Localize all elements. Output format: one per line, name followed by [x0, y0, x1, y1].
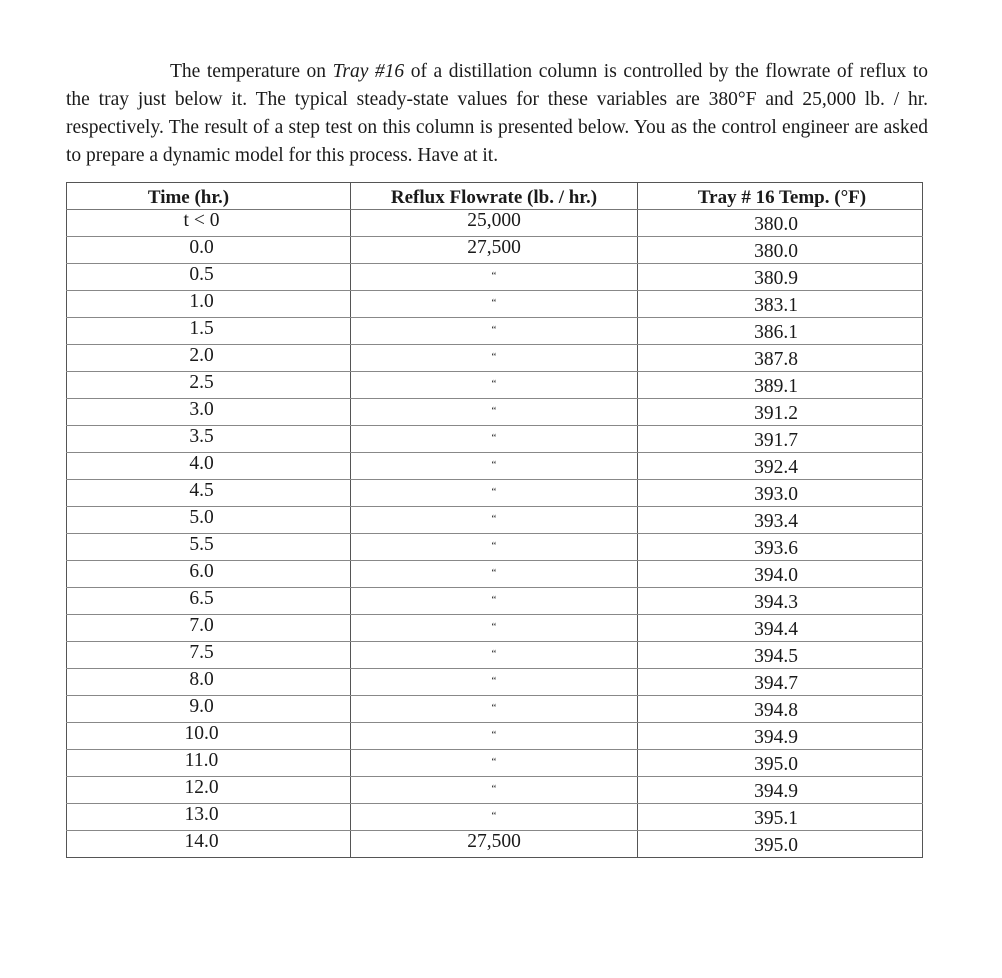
- cell-reflux-flowrate: “: [351, 318, 638, 345]
- cell-reflux-flowrate: “: [351, 453, 638, 480]
- cell-tray-temp: 395.0: [638, 750, 923, 777]
- cell-time: 4.5: [67, 480, 351, 507]
- cell-time: 3.0: [67, 399, 351, 426]
- cell-reflux-flowrate: “: [351, 642, 638, 669]
- cell-tray-temp: 394.5: [638, 642, 923, 669]
- cell-time: 6.0: [67, 561, 351, 588]
- cell-tray-temp: 393.4: [638, 507, 923, 534]
- cell-time: t < 0: [67, 210, 351, 237]
- cell-time: 8.0: [67, 669, 351, 696]
- header-time: Time (hr.): [67, 183, 351, 210]
- cell-time: 0.5: [67, 264, 351, 291]
- cell-time: 13.0: [67, 804, 351, 831]
- cell-tray-temp: 393.0: [638, 480, 923, 507]
- cell-time: 2.5: [67, 372, 351, 399]
- cell-reflux-flowrate: “: [351, 669, 638, 696]
- table-row: [67, 453, 923, 480]
- table-row: [67, 399, 923, 426]
- cell-tray-temp: 389.1: [638, 372, 923, 399]
- cell-reflux-flowrate: “: [351, 291, 638, 318]
- table-row: [67, 723, 923, 750]
- cell-reflux-flowrate: “: [351, 345, 638, 372]
- cell-reflux-flowrate: 27,500: [351, 831, 638, 858]
- cell-reflux-flowrate: “: [351, 264, 638, 291]
- header-reflux-flowrate: Reflux Flowrate (lb. / hr.): [351, 183, 638, 210]
- cell-time: 0.0: [67, 237, 351, 264]
- table-row: [67, 480, 923, 507]
- cell-tray-temp: 391.2: [638, 399, 923, 426]
- intro-prefix: The temperature on: [170, 61, 333, 82]
- cell-time: 1.0: [67, 291, 351, 318]
- table-header-row: [67, 183, 923, 210]
- tray-label: Tray #16: [332, 61, 405, 82]
- table-row: [67, 237, 923, 264]
- cell-reflux-flowrate: 25,000: [351, 210, 638, 237]
- table-row: [67, 372, 923, 399]
- table-row: [67, 561, 923, 588]
- step-test-table-wrapper: [66, 182, 922, 858]
- cell-reflux-flowrate: “: [351, 561, 638, 588]
- table-row: [67, 318, 923, 345]
- table-row: [67, 426, 923, 453]
- cell-time: 2.0: [67, 345, 351, 372]
- cell-time: 7.0: [67, 615, 351, 642]
- cell-time: 5.0: [67, 507, 351, 534]
- cell-reflux-flowrate: “: [351, 750, 638, 777]
- table-row: [67, 615, 923, 642]
- cell-tray-temp: 395.1: [638, 804, 923, 831]
- intro-rest: of a distillation column is controlled by the flowrate of reflux to the tray just below it. The typical steady-state values for these variables are 380°F and 25,000 lb. / hr. respectively. The result of a step test on this column is presented below. You as the control engineer are asked to prepare a dynamic model for this process. Have at it.: [66, 61, 928, 166]
- cell-reflux-flowrate: “: [351, 372, 638, 399]
- cell-time: 6.5: [67, 588, 351, 615]
- cell-time: 7.5: [67, 642, 351, 669]
- cell-tray-temp: 387.8: [638, 345, 923, 372]
- cell-time: 9.0: [67, 696, 351, 723]
- cell-reflux-flowrate: “: [351, 615, 638, 642]
- table-row: [67, 291, 923, 318]
- cell-reflux-flowrate: “: [351, 696, 638, 723]
- cell-time: 4.0: [67, 453, 351, 480]
- cell-tray-temp: 394.9: [638, 723, 923, 750]
- cell-tray-temp: 386.1: [638, 318, 923, 345]
- cell-tray-temp: 391.7: [638, 426, 923, 453]
- table-row: [67, 642, 923, 669]
- table-row: [67, 777, 923, 804]
- cell-time: 1.5: [67, 318, 351, 345]
- cell-tray-temp: 394.0: [638, 561, 923, 588]
- cell-tray-temp: 395.0: [638, 831, 923, 858]
- cell-reflux-flowrate: “: [351, 426, 638, 453]
- cell-time: 11.0: [67, 750, 351, 777]
- cell-time: 12.0: [67, 777, 351, 804]
- cell-reflux-flowrate: 27,500: [351, 237, 638, 264]
- table-row: [67, 210, 923, 237]
- cell-tray-temp: 380.0: [638, 237, 923, 264]
- table-row: [67, 750, 923, 777]
- table-row: [67, 696, 923, 723]
- cell-tray-temp: 392.4: [638, 453, 923, 480]
- cell-reflux-flowrate: “: [351, 777, 638, 804]
- cell-time: 14.0: [67, 831, 351, 858]
- cell-tray-temp: 380.9: [638, 264, 923, 291]
- cell-reflux-flowrate: “: [351, 723, 638, 750]
- cell-tray-temp: 394.8: [638, 696, 923, 723]
- table-row: [67, 507, 923, 534]
- table-row: [67, 831, 923, 858]
- table-row: [67, 588, 923, 615]
- table-row: [67, 345, 923, 372]
- table-row: [67, 804, 923, 831]
- table-row: [67, 669, 923, 696]
- cell-tray-temp: 394.3: [638, 588, 923, 615]
- cell-tray-temp: 380.0: [638, 210, 923, 237]
- cell-tray-temp: 383.1: [638, 291, 923, 318]
- cell-tray-temp: 394.4: [638, 615, 923, 642]
- cell-tray-temp: 394.9: [638, 777, 923, 804]
- header-tray-temp: Tray # 16 Temp. (°F): [638, 183, 923, 210]
- cell-tray-temp: 394.7: [638, 669, 923, 696]
- cell-time: 5.5: [67, 534, 351, 561]
- step-test-table: [66, 182, 923, 858]
- table-row: [67, 264, 923, 291]
- cell-tray-temp: 393.6: [638, 534, 923, 561]
- problem-statement: [66, 58, 928, 170]
- cell-reflux-flowrate: “: [351, 588, 638, 615]
- table-row: [67, 534, 923, 561]
- cell-reflux-flowrate: “: [351, 399, 638, 426]
- cell-reflux-flowrate: “: [351, 507, 638, 534]
- cell-reflux-flowrate: “: [351, 480, 638, 507]
- cell-reflux-flowrate: “: [351, 534, 638, 561]
- cell-time: 3.5: [67, 426, 351, 453]
- cell-time: 10.0: [67, 723, 351, 750]
- table-body: [67, 210, 923, 858]
- cell-reflux-flowrate: “: [351, 804, 638, 831]
